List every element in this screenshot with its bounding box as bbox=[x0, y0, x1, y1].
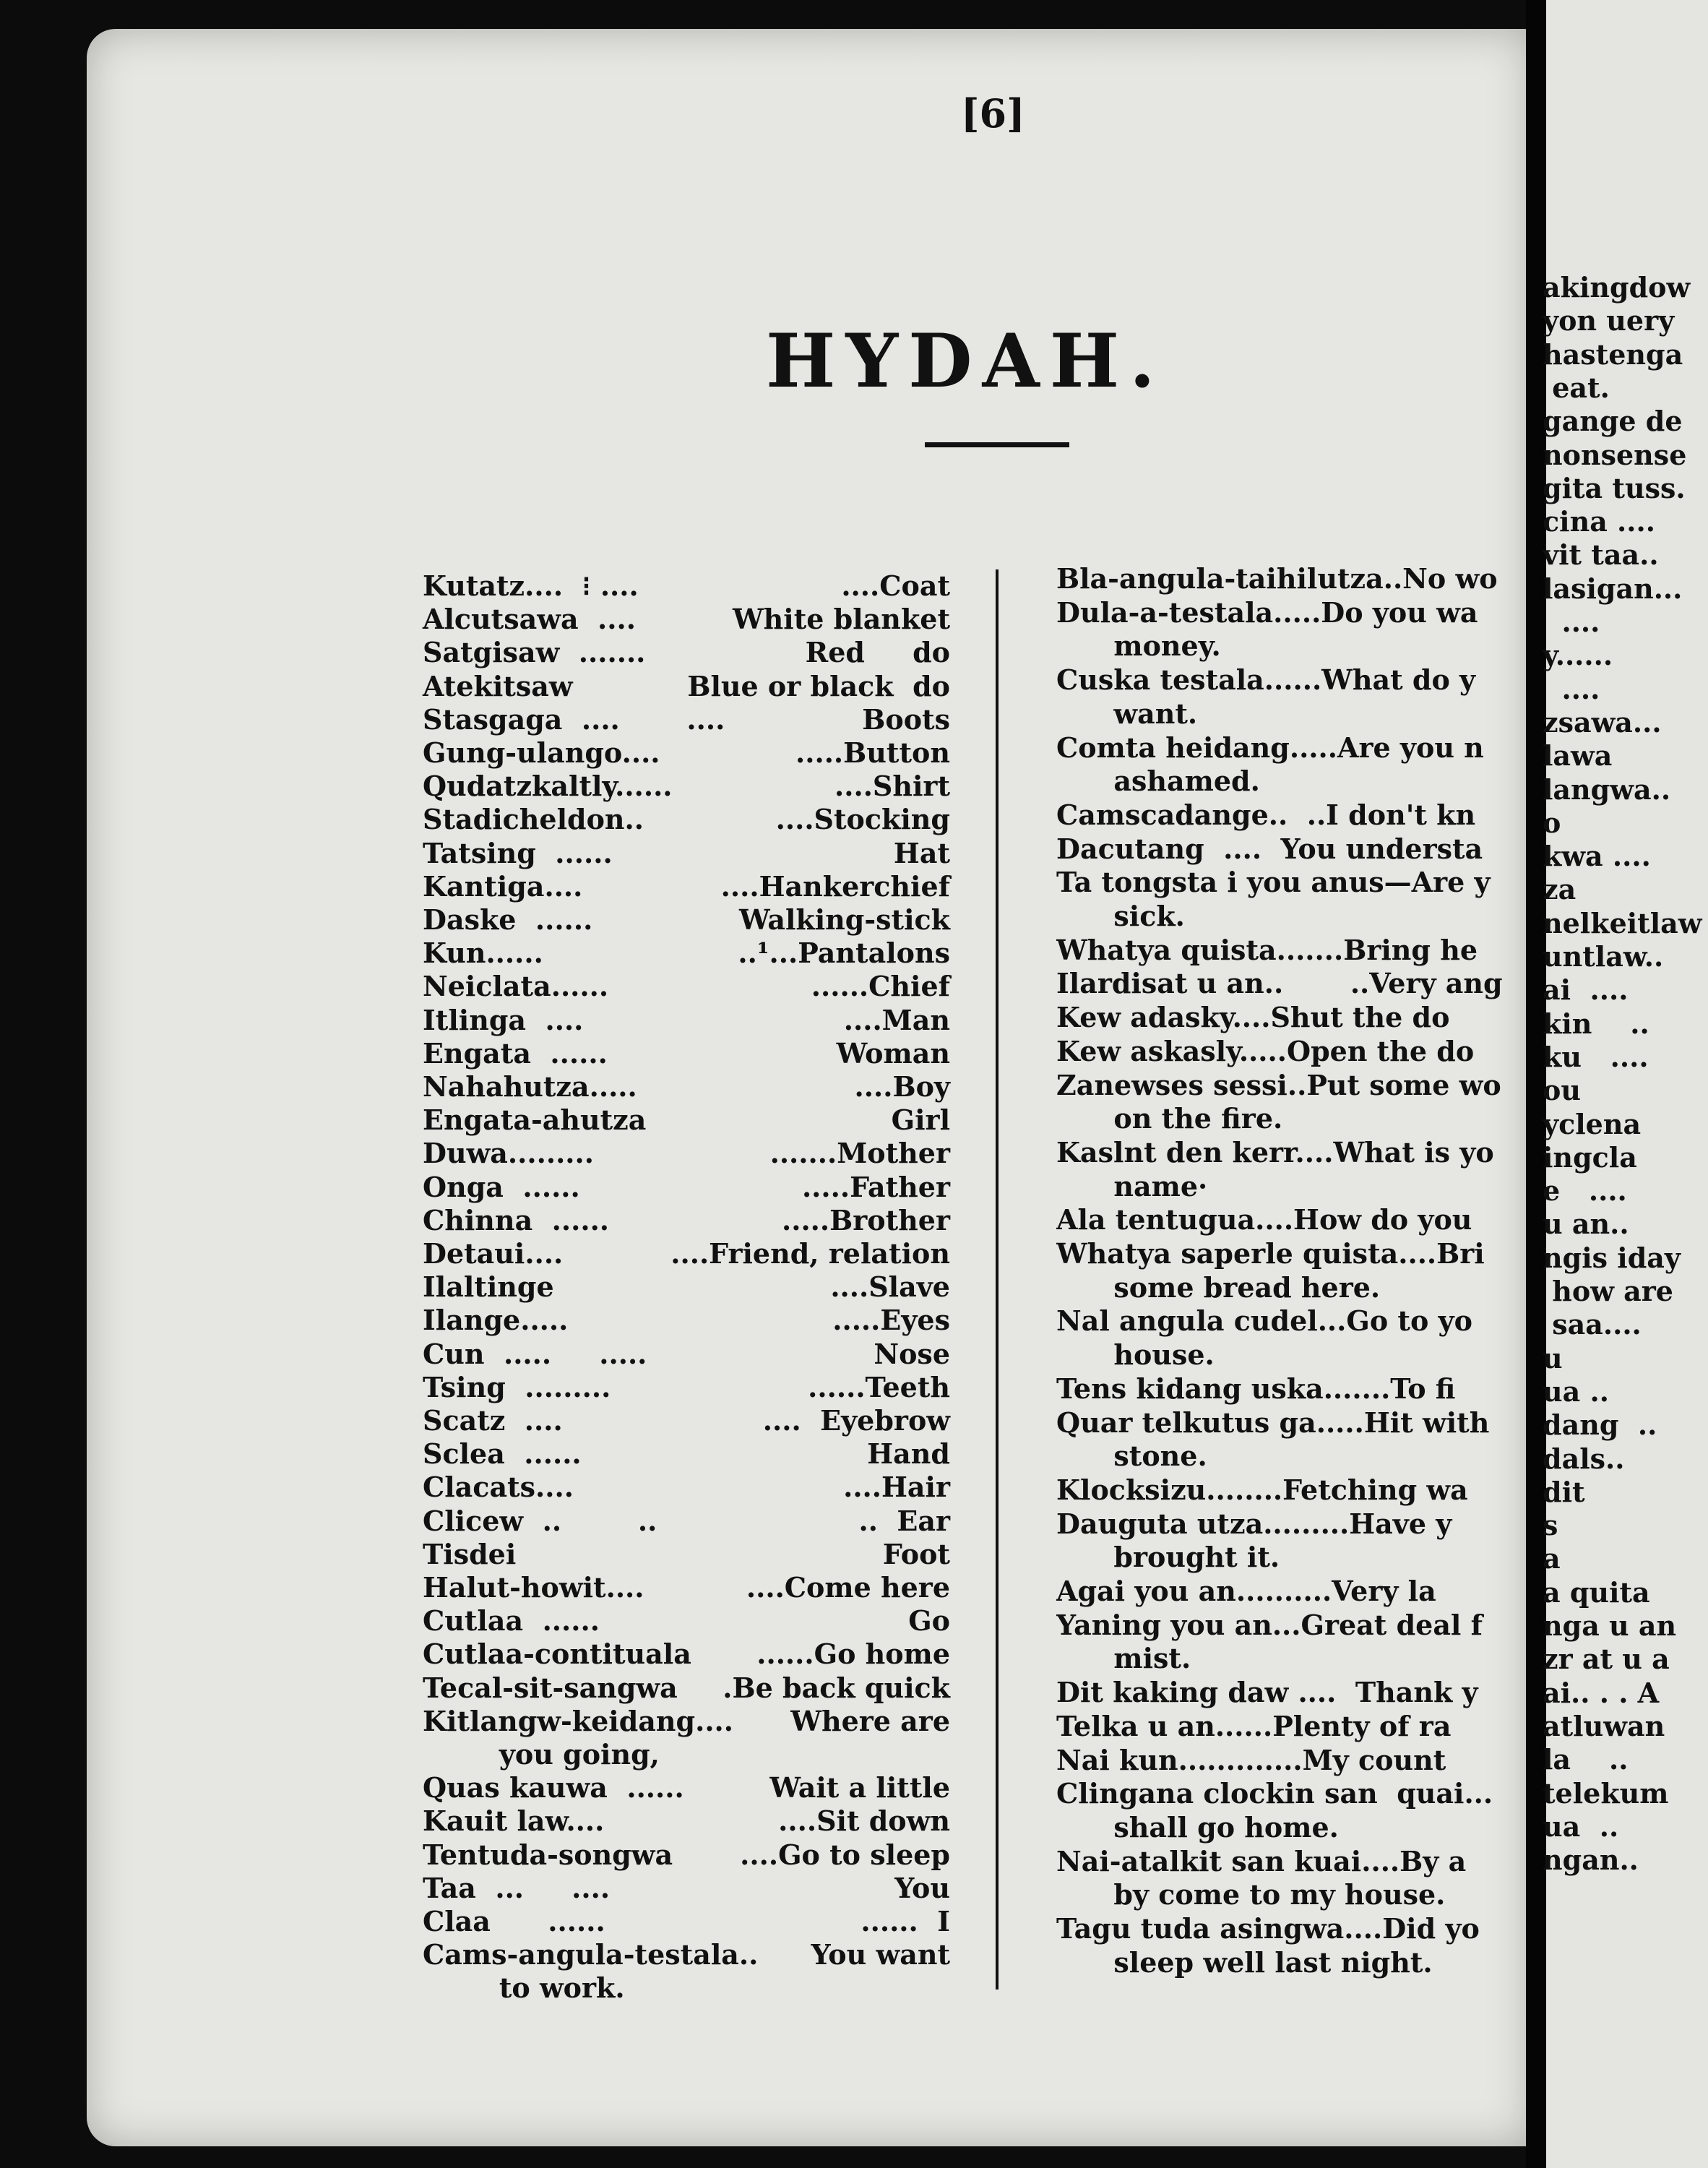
adjacent-page-line: kin .. bbox=[1543, 1007, 1649, 1040]
vocab-gloss: Girl bbox=[891, 1104, 950, 1137]
vocab-gloss: ....Come here bbox=[746, 1571, 950, 1604]
adjacent-page-line: cina .... bbox=[1543, 505, 1655, 538]
phrase-line: brought it. bbox=[1056, 1541, 1280, 1574]
adjacent-page-line: dals.. bbox=[1543, 1442, 1625, 1475]
adjacent-page-line: zr at u a bbox=[1543, 1643, 1670, 1676]
page-title: HYDAH. bbox=[766, 318, 1165, 405]
vocab-gloss: Foot bbox=[882, 1537, 950, 1570]
vocab-entry bbox=[423, 1538, 950, 1571]
vocab-term: Tentuda-songwa bbox=[423, 1838, 673, 1871]
vocab-entry bbox=[423, 1270, 950, 1304]
phrase-line: Ilardisat u an.. ..Very ang bbox=[1056, 967, 1503, 1000]
vocab-gloss: You bbox=[894, 1871, 950, 1904]
adjacent-page-line: .... bbox=[1543, 606, 1600, 638]
adjacent-page-line: yclena bbox=[1543, 1107, 1642, 1140]
phrase-line: Clingana clockin san quai... bbox=[1056, 1777, 1493, 1810]
phrase-line: house. bbox=[1056, 1338, 1215, 1372]
vocab-term: Claa ...... bbox=[423, 1905, 605, 1937]
adjacent-page-line: untlaw.. bbox=[1543, 940, 1664, 973]
vocab-term: Stadicheldon.. bbox=[423, 803, 644, 836]
vocab-entry bbox=[423, 1838, 950, 1872]
phrase-line: Bla-angula-taihilutza..No wo bbox=[1056, 562, 1498, 595]
phrase-line: Dacutang .... You understa bbox=[1056, 832, 1483, 865]
vocab-term: Cutlaa-contituala bbox=[423, 1638, 691, 1671]
adjacent-page-line: a bbox=[1543, 1542, 1561, 1575]
vocab-gloss: .......Mother bbox=[769, 1137, 950, 1170]
vocab-term: Engata-ahutza bbox=[423, 1104, 647, 1137]
vocab-entry bbox=[423, 1771, 950, 1804]
vocab-entry bbox=[423, 1938, 950, 1971]
vocab-entry bbox=[423, 1404, 950, 1437]
vocab-term: Nahahutza..... bbox=[423, 1070, 637, 1103]
vocab-gloss: Wait a little bbox=[769, 1771, 950, 1804]
phrase-line: sick. bbox=[1056, 900, 1185, 932]
vocab-entry bbox=[423, 1338, 950, 1371]
adjacent-page-line: u bbox=[1543, 1341, 1563, 1375]
adjacent-page-line: lawa bbox=[1543, 739, 1613, 773]
vocab-gloss: .. Ear bbox=[858, 1504, 950, 1537]
vocab-term: Tecal-sit-sangwa bbox=[423, 1671, 678, 1704]
vocab-entry bbox=[423, 1505, 950, 1538]
vocab-entry bbox=[423, 1171, 950, 1204]
vocab-gloss: ....Man bbox=[843, 1003, 950, 1036]
vocab-gloss: ....Shirt bbox=[834, 770, 950, 803]
phrase-line: Quar telkutus ga.....Hit with bbox=[1056, 1406, 1490, 1439]
adjacent-page-line: s bbox=[1543, 1509, 1558, 1542]
vocab-term: Tisdei bbox=[423, 1537, 517, 1570]
adjacent-page-line: ku .... bbox=[1543, 1040, 1649, 1073]
vocab-gloss: ...... I bbox=[861, 1905, 950, 1937]
phrase-line: some bread here. bbox=[1056, 1270, 1381, 1304]
vocab-term: Stasgaga .... .... bbox=[423, 702, 725, 736]
phrase-line: Nai kun.............My count bbox=[1056, 1743, 1446, 1776]
vocab-gloss: .....Button bbox=[795, 736, 950, 769]
phrase-line: money. bbox=[1056, 629, 1221, 663]
vocab-gloss: Walking-stick bbox=[738, 903, 950, 936]
adjacent-page-line: akingdow bbox=[1543, 271, 1691, 304]
phrase-line: Yaning you an...Great deal f bbox=[1056, 1608, 1483, 1641]
vocab-gloss: Hand bbox=[867, 1437, 950, 1471]
vocab-term: Quas kauwa ...... bbox=[423, 1771, 684, 1804]
vocab-entry bbox=[423, 1037, 950, 1070]
vocab-term: Satgisaw ....... bbox=[423, 636, 646, 669]
vocab-term: Detaui.... bbox=[423, 1237, 564, 1270]
vocab-entry bbox=[423, 1137, 950, 1170]
phrase-line: Dit kaking daw .... Thank y bbox=[1056, 1676, 1478, 1709]
adjacent-page-line: ua .. bbox=[1543, 1375, 1609, 1408]
adjacent-page-line: gita tuss. bbox=[1543, 471, 1686, 504]
vocab-entry bbox=[423, 1638, 950, 1671]
vocab-term: Kutatz.... ⁝ .... bbox=[423, 569, 639, 602]
adjacent-page-line: how are bbox=[1543, 1275, 1673, 1307]
vocab-entry bbox=[423, 1304, 950, 1337]
vocab-gloss: ....Boy bbox=[854, 1070, 950, 1103]
vocab-term: you going, bbox=[423, 1738, 660, 1771]
vocab-term: Qudatzkaltly...... bbox=[423, 770, 673, 803]
vocab-entry bbox=[423, 1004, 950, 1037]
adjacent-page-line: atluwan bbox=[1543, 1709, 1665, 1742]
adjacent-page-line: ai .... bbox=[1543, 973, 1629, 1007]
vocab-term: Itlinga .... bbox=[423, 1003, 584, 1036]
adjacent-page-line: o bbox=[1543, 806, 1561, 839]
adjacent-page-line: nga u an bbox=[1543, 1609, 1677, 1642]
vocab-entry bbox=[423, 1237, 950, 1270]
vocab-gloss: Hat bbox=[893, 836, 950, 869]
vocab-term: Tsing ......... bbox=[423, 1370, 611, 1403]
vocab-term: to work. bbox=[423, 1971, 625, 2005]
vocab-entry bbox=[423, 603, 950, 636]
vocab-gloss: .....Father bbox=[801, 1170, 950, 1203]
vocab-entry bbox=[423, 569, 950, 603]
adjacent-page-line: vit taa.. bbox=[1543, 538, 1659, 572]
adjacent-page-line: ngan.. bbox=[1543, 1844, 1639, 1877]
vocab-term: Sclea ...... bbox=[423, 1437, 582, 1471]
vocab-gloss: ....Sit down bbox=[778, 1804, 950, 1838]
vocab-entry bbox=[423, 1604, 950, 1638]
vocab-entry bbox=[423, 1672, 950, 1705]
vocab-gloss: ......Go home bbox=[756, 1638, 950, 1671]
adjacent-page-line: lasigan... bbox=[1543, 572, 1683, 605]
vocab-gloss: You want bbox=[811, 1938, 950, 1971]
adjacent-page-line: la .. bbox=[1543, 1743, 1629, 1776]
column-divider bbox=[996, 569, 999, 1990]
vocab-entry bbox=[423, 703, 950, 736]
adjacent-page-line: e .... bbox=[1543, 1174, 1627, 1208]
adjacent-page-line: ngis iday bbox=[1543, 1241, 1681, 1274]
phrase-line: Telka u an......Plenty of ra bbox=[1056, 1709, 1452, 1742]
phrase-line: Whatya quista.......Bring he bbox=[1056, 933, 1478, 966]
vocab-term: Gung-ulango.... bbox=[423, 736, 660, 769]
phrase-line: Tagu tuda asingwa....Did yo bbox=[1056, 1912, 1480, 1945]
vocab-entry bbox=[423, 1804, 950, 1838]
vocab-gloss: Blue or black do bbox=[687, 669, 950, 702]
vocab-term: Ilange..... bbox=[423, 1304, 569, 1337]
adjacent-page-line: ai.. . . A bbox=[1543, 1676, 1660, 1709]
title-rule bbox=[925, 442, 1069, 447]
vocab-gloss: ....Friend, relation bbox=[670, 1237, 950, 1270]
vocab-entry bbox=[423, 1437, 950, 1471]
vocab-gloss: ....Hankerchief bbox=[720, 869, 950, 903]
vocab-term: Taa ... .... bbox=[423, 1871, 611, 1904]
vocab-gloss: Red do bbox=[805, 636, 950, 669]
vocab-term: Onga ...... bbox=[423, 1170, 580, 1203]
vocab-gloss: .....Eyes bbox=[832, 1304, 950, 1337]
phrase-line: Dula-a-testala.....Do you wa bbox=[1056, 595, 1478, 629]
phrase-line: ashamed. bbox=[1056, 765, 1260, 798]
vocab-entry bbox=[423, 770, 950, 803]
vocab-gloss: ....Slave bbox=[830, 1270, 950, 1304]
vocab-entry bbox=[423, 1104, 950, 1137]
vocab-gloss: Boots bbox=[862, 702, 950, 736]
adjacent-page-line: ou bbox=[1543, 1074, 1581, 1107]
vocab-term: Daske ...... bbox=[423, 903, 593, 936]
adjacent-page-line: nelkeitlaw bbox=[1543, 906, 1702, 939]
vocab-entry bbox=[423, 1705, 950, 1738]
vocab-term: Tatsing ...... bbox=[423, 836, 613, 869]
phrase-line: stone. bbox=[1056, 1440, 1207, 1473]
adjacent-page-line: telekum bbox=[1543, 1776, 1669, 1810]
phrase-line: name· bbox=[1056, 1169, 1208, 1203]
adjacent-page-line: dit bbox=[1543, 1475, 1585, 1508]
vocab-term: Atekitsaw bbox=[423, 669, 573, 702]
vocab-gloss: .... Eyebrow bbox=[762, 1404, 950, 1437]
vocab-entry bbox=[423, 1905, 950, 1938]
vocab-gloss: ....Hair bbox=[843, 1471, 950, 1504]
vocab-term: Scatz .... bbox=[423, 1404, 563, 1437]
adjacent-page-line: u an.. bbox=[1543, 1208, 1629, 1241]
vocab-term: Alcutsawa .... bbox=[423, 603, 636, 636]
vocab-entry bbox=[423, 670, 950, 703]
adjacent-page-line: hastenga bbox=[1543, 337, 1683, 371]
vocab-term: Clicew .. .. bbox=[423, 1504, 657, 1537]
adjacent-page-line: eat. bbox=[1543, 371, 1610, 404]
phrase-line: Ta tongsta i you anus—Are y bbox=[1056, 866, 1491, 899]
vocab-gloss: ....Stocking bbox=[775, 803, 950, 836]
phrase-line: on the fire. bbox=[1056, 1102, 1283, 1135]
vocab-term: Kitlangw-keidang.... bbox=[423, 1704, 734, 1737]
vocab-gloss: ......Chief bbox=[811, 970, 950, 1003]
vocab-gloss: ....Go to sleep bbox=[740, 1838, 950, 1871]
adjacent-page-line: kwa .... bbox=[1543, 840, 1651, 873]
vocab-term: Cutlaa ...... bbox=[423, 1604, 600, 1638]
phrase-line: by come to my house. bbox=[1056, 1878, 1446, 1911]
adjacent-page-line: yon uery bbox=[1543, 304, 1675, 337]
page-number: [6] bbox=[961, 90, 1025, 137]
phrase-line: Kew adasky....Shut the do bbox=[1056, 1001, 1450, 1034]
vocab-entry bbox=[423, 1204, 950, 1237]
phrase-line: Kaslnt den kerr....What is yo bbox=[1056, 1135, 1494, 1169]
phrase-line: Camscadange.. ..I don't kn bbox=[1056, 798, 1476, 831]
vocab-term: Cun ..... ..... bbox=[423, 1337, 647, 1370]
vocab-gloss: .Be back quick bbox=[723, 1671, 950, 1704]
vocab-gloss: .....Brother bbox=[781, 1203, 950, 1236]
vocab-gloss: Nose bbox=[874, 1337, 950, 1370]
vocab-entry bbox=[423, 1371, 950, 1404]
vocab-gloss: ..¹...Pantalons bbox=[738, 937, 950, 970]
vocab-entry bbox=[423, 1571, 950, 1604]
phrase-line: Kew askasly.....Open the do bbox=[1056, 1034, 1475, 1067]
vocab-gloss: ......Teeth bbox=[808, 1370, 950, 1403]
vocab-gloss: Woman bbox=[836, 1036, 950, 1070]
vocab-term: Clacats.... bbox=[423, 1471, 574, 1504]
vocab-gloss: Go bbox=[908, 1604, 950, 1638]
adjacent-page-line: y...... bbox=[1543, 639, 1613, 672]
vocab-term: Kun...... bbox=[423, 937, 543, 970]
adjacent-page-line: a quita bbox=[1543, 1575, 1650, 1609]
vocab-entry bbox=[423, 1070, 950, 1104]
vocab-entry bbox=[423, 636, 950, 669]
vocab-term: Engata ...... bbox=[423, 1036, 608, 1070]
vocab-entry bbox=[423, 837, 950, 870]
adjacent-page-line: dang .. bbox=[1543, 1408, 1657, 1442]
vocab-gloss: Where are bbox=[790, 1704, 950, 1737]
phrase-line: Nal angula cudel...Go to yo bbox=[1056, 1304, 1472, 1338]
phrase-line: Nai-atalkit san kuai....By a bbox=[1056, 1844, 1467, 1877]
phrase-line: Tens kidang uska.......To fi bbox=[1056, 1372, 1456, 1405]
vocab-term: Kauit law.... bbox=[423, 1804, 605, 1838]
vocab-entry bbox=[423, 970, 950, 1003]
phrase-line: Klocksizu........Fetching wa bbox=[1056, 1473, 1468, 1506]
adjacent-page-line: gange de bbox=[1543, 405, 1683, 438]
phrase-line: Cuska testala......What do y bbox=[1056, 663, 1476, 697]
vocab-gloss: White blanket bbox=[732, 603, 950, 636]
vocab-term: Ilaltinge bbox=[423, 1270, 554, 1304]
vocab-entry bbox=[423, 803, 950, 836]
adjacent-page-line: zsawa... bbox=[1543, 705, 1662, 739]
vocab-entry bbox=[423, 1872, 950, 1905]
vocab-gloss: ....Coat bbox=[841, 569, 950, 602]
vocab-entry bbox=[423, 736, 950, 770]
phrase-line: shall go home. bbox=[1056, 1810, 1339, 1844]
phrase-line: Agai you an..........Very la bbox=[1056, 1575, 1436, 1607]
vocab-entry bbox=[423, 870, 950, 903]
phrase-line: Comta heidang.....Are you n bbox=[1056, 731, 1484, 764]
vocab-term: Duwa......... bbox=[423, 1137, 594, 1170]
vocab-term: Kantiga.... bbox=[423, 869, 583, 903]
phrase-line: Whatya saperle quista....Bri bbox=[1056, 1237, 1485, 1270]
adjacent-page-line: ua .. bbox=[1543, 1810, 1619, 1843]
phrase-line: sleep well last night. bbox=[1056, 1945, 1433, 1979]
phrase-line: Dauguta utza.........Have y bbox=[1056, 1507, 1452, 1540]
vocab-term: Chinna ...... bbox=[423, 1203, 610, 1236]
vocab-entry bbox=[423, 1471, 950, 1504]
phrase-line: Zanewses sessi..Put some wo bbox=[1056, 1068, 1501, 1101]
vocab-term: Cams-angula-testala.. bbox=[423, 1938, 759, 1971]
adjacent-page-line: langwa.. bbox=[1543, 773, 1671, 806]
phrase-line: want. bbox=[1056, 697, 1198, 730]
vocab-term: Halut-howit.... bbox=[423, 1571, 644, 1604]
phrase-line: Ala tentugua....How do you bbox=[1056, 1203, 1472, 1236]
vocab-entry bbox=[423, 1738, 950, 1771]
adjacent-page-line: .... bbox=[1543, 672, 1600, 705]
vocab-entry bbox=[423, 1971, 950, 2005]
adjacent-page-line: ingcla bbox=[1543, 1140, 1637, 1174]
adjacent-page-line: saa.... bbox=[1543, 1308, 1642, 1341]
vocab-entry bbox=[423, 937, 950, 970]
phrase-line: mist. bbox=[1056, 1642, 1191, 1675]
adjacent-page-line: za bbox=[1543, 873, 1577, 906]
adjacent-page-line: nonsense bbox=[1543, 438, 1687, 471]
vocab-entry bbox=[423, 903, 950, 937]
vocab-term: Neiclata...... bbox=[423, 970, 609, 1003]
